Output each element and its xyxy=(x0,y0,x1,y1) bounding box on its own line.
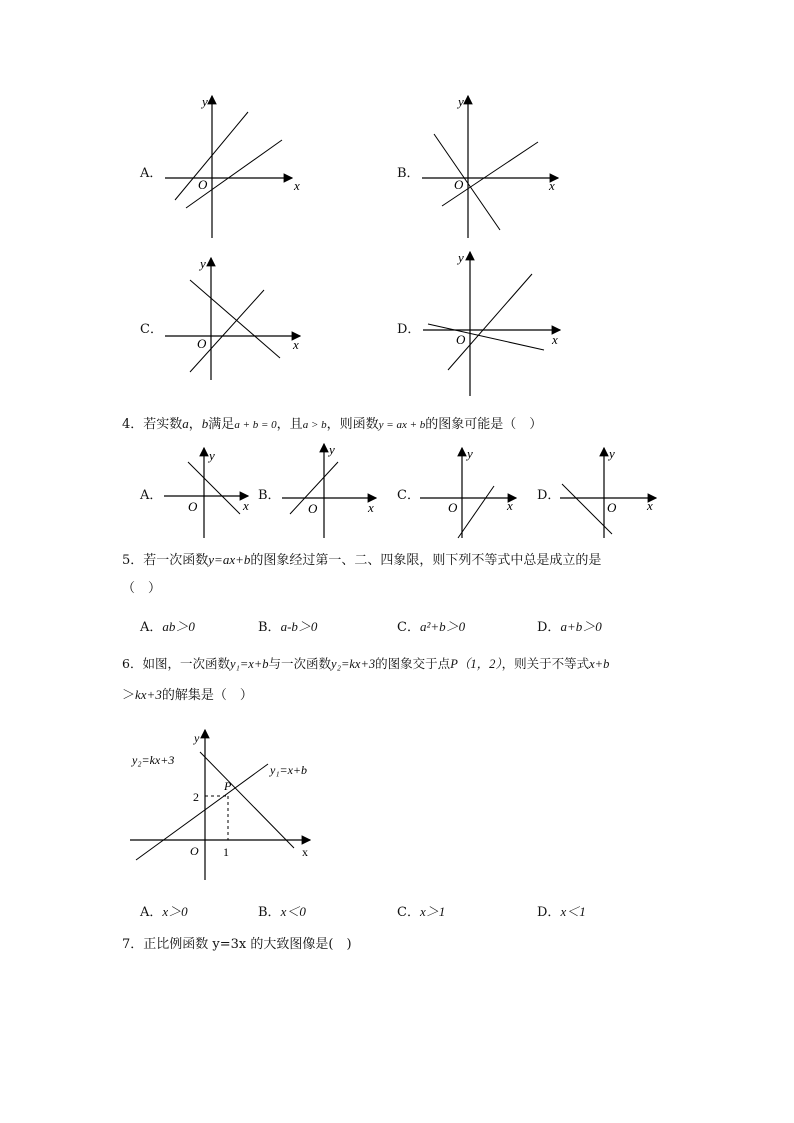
y-label: y xyxy=(458,250,464,265)
q5-option-c-expr: a²+b＞0 xyxy=(419,619,466,634)
q5-option-b-expr: a-b＞0 xyxy=(280,619,318,634)
q6-stem-end: ，则关于不等式 xyxy=(501,656,590,671)
q5-stem-pre: 5．若一次函数 xyxy=(122,553,209,568)
q4-graph-a xyxy=(160,442,260,540)
x-label: x xyxy=(507,498,513,513)
q4-option-b-label: B． xyxy=(258,488,281,503)
q6-stem-line1 xyxy=(122,655,609,673)
q4-var-b: b xyxy=(201,416,209,431)
q6-option-d-expr: x＜1 xyxy=(560,904,586,919)
graph-line xyxy=(190,290,264,372)
q6-inequality-right: kx+3 xyxy=(135,687,162,702)
x-label: x xyxy=(243,498,249,513)
y-label: y xyxy=(209,448,215,463)
q5-option-b-label: B． xyxy=(258,620,281,635)
graph-line xyxy=(458,486,494,538)
q6-stem-line2 xyxy=(122,686,253,705)
q6-option-b xyxy=(258,903,306,922)
q4-option-c-label: C． xyxy=(397,488,420,503)
q6-intersection-point: P（1，2） xyxy=(450,657,502,671)
q4-stem-mid: 满足 xyxy=(208,417,235,432)
y-label: y xyxy=(202,94,208,109)
graph-line xyxy=(448,274,532,370)
q6-option-b-expr: x＜0 xyxy=(280,904,306,919)
q4-graph-d xyxy=(558,442,662,540)
origin-label: O xyxy=(607,500,617,515)
origin-label: O xyxy=(190,844,199,858)
origin-label: O xyxy=(448,500,458,515)
q4-stem xyxy=(122,415,542,434)
x-label: x xyxy=(302,845,308,859)
q4-stem-pre: 4．若实数 xyxy=(122,417,183,432)
q4-condition-sum: a + b = 0 xyxy=(234,419,277,431)
q4-stem-mid3: ，则函数 xyxy=(326,417,379,432)
q5-function: y=ax+b xyxy=(208,552,251,567)
y1-label: y₁=x+b xyxy=(270,763,308,777)
line-y1 xyxy=(136,764,268,860)
origin-label: O xyxy=(197,336,207,351)
point-p-label: P xyxy=(224,779,232,793)
q5-option-c xyxy=(397,618,465,637)
q6-option-d xyxy=(537,903,586,922)
q6-option-a-expr: x＞0 xyxy=(162,904,188,919)
x-label: x xyxy=(294,178,300,193)
y-label: y xyxy=(609,446,615,461)
q7-stem: 7．正比例函数 y=3x 的大致图像是( ) xyxy=(122,937,352,952)
q6-greater-sign: ＞ xyxy=(122,688,136,703)
q6-option-a xyxy=(140,903,188,922)
q6-option-c-label: C． xyxy=(397,905,420,920)
q6-stem-mid: 与一次函数 xyxy=(268,656,332,671)
q6-y1-definition: y₁=x+b xyxy=(229,657,269,671)
q3-graph-b xyxy=(418,90,568,240)
x-label: x xyxy=(368,500,374,515)
origin-label: O xyxy=(454,177,464,192)
q5-stem-end: 的图象经过第一、二、四象限，则下列不等式中总是成立的是 xyxy=(250,553,602,568)
q4-condition-greater: a > b xyxy=(302,419,327,431)
q6-option-a-label: A． xyxy=(140,905,163,920)
q6-y2-definition: y₂=kx+3 xyxy=(331,657,376,671)
q6-stem-end2: 的解集是（ ） xyxy=(161,688,253,703)
y-label: y xyxy=(458,94,464,109)
q5-answer-paren: （ ） xyxy=(122,581,162,596)
y-label: y xyxy=(194,731,200,745)
q4-option-d-label: D． xyxy=(537,488,561,503)
q5-stem xyxy=(122,551,601,570)
y-label: y xyxy=(200,256,206,271)
x-tick-1: 1 xyxy=(223,845,229,859)
q5-option-a xyxy=(140,618,195,637)
y-label: y xyxy=(467,446,473,461)
q4-stem-mid2: ，且 xyxy=(276,417,303,432)
origin-label: O xyxy=(198,177,208,192)
q3-graph-a xyxy=(160,90,310,240)
q6-stem-pre: 6．如图，一次函数 xyxy=(122,656,230,671)
q4-option-a-label: A． xyxy=(140,488,163,503)
q5-option-d-expr: a+b＞0 xyxy=(560,619,602,634)
q5-option-a-label: A． xyxy=(140,620,163,635)
q4-function: y = ax + b xyxy=(378,419,426,431)
q6-option-b-label: B． xyxy=(258,905,281,920)
q4-graph-c xyxy=(418,442,522,540)
x-label: x xyxy=(647,498,653,513)
origin-label: O xyxy=(188,499,198,514)
graph-line xyxy=(186,140,282,208)
graph-line xyxy=(442,142,538,206)
q6-figure xyxy=(128,726,324,884)
q5-option-d xyxy=(537,618,602,637)
q5-option-b xyxy=(258,618,317,637)
q4-stem-end: 的图象可能是（ ） xyxy=(425,417,543,432)
q5-option-c-label: C． xyxy=(397,620,420,635)
q3-graph-d xyxy=(418,246,568,398)
origin-label: O xyxy=(456,332,466,347)
x-label: x xyxy=(549,178,555,193)
q3-graph-c xyxy=(160,252,310,382)
y-tick-2: 2 xyxy=(193,790,199,804)
y-label: y xyxy=(329,442,335,457)
q6-option-d-label: D． xyxy=(537,905,561,920)
q3-option-d-label: D． xyxy=(397,322,421,337)
q4-graph-b xyxy=(280,440,384,540)
q4-var-a: a xyxy=(182,416,189,431)
q6-option-c-expr: x＞1 xyxy=(419,904,446,919)
q5-option-d-label: D． xyxy=(537,620,561,635)
q3-option-c-label: C． xyxy=(140,322,163,337)
origin-label: O xyxy=(308,501,318,516)
y2-label: y₂=kx+3 xyxy=(132,753,175,767)
q6-stem-mid2: 的图象交于点 xyxy=(375,656,451,671)
q5-option-a-expr: ab＞0 xyxy=(162,619,195,634)
graph-line xyxy=(428,324,544,350)
x-label: x xyxy=(552,332,558,347)
q3-option-a-label: A． xyxy=(140,166,163,181)
graph-line xyxy=(434,134,500,230)
x-label: x xyxy=(293,337,299,352)
q6-inequality-left: x+b xyxy=(589,657,610,671)
q3-option-b-label: B． xyxy=(397,166,420,181)
q6-option-c xyxy=(397,903,445,922)
q4-comma: ， xyxy=(188,417,202,432)
